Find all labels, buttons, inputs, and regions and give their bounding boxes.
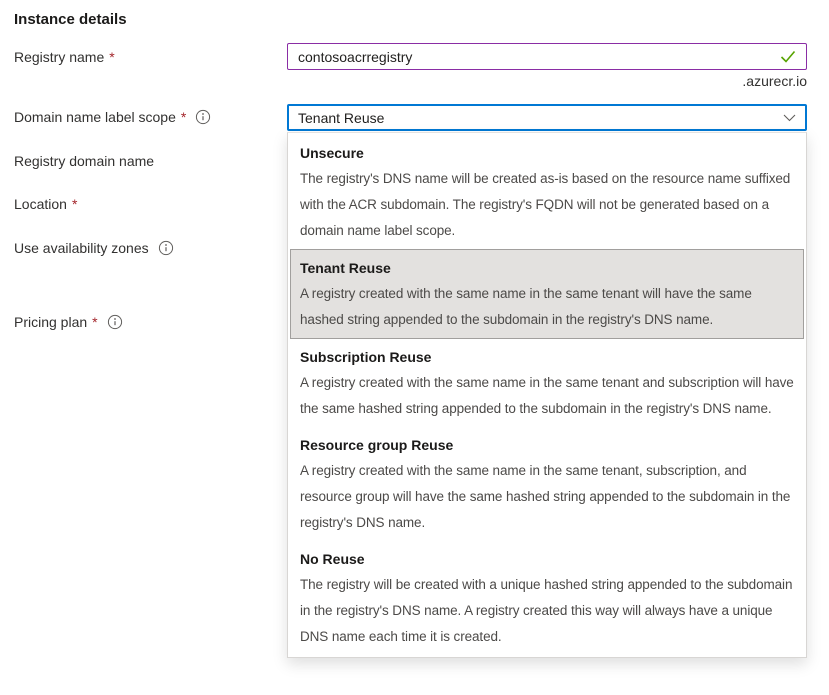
domain-scope-label: [14, 107, 211, 127]
pricing-plan-label: [14, 312, 123, 332]
valid-checkmark-icon: [780, 49, 796, 64]
info-icon[interactable]: [195, 109, 211, 125]
dropdown-option-no-reuse[interactable]: [288, 541, 806, 655]
dropdown-option-description: A registry created with the same name in the same tenant will have the same hashed string appended to the subdomain in the registry's DNS name.: [300, 286, 752, 327]
dropdown-option-title: Resource group Reuse: [300, 437, 454, 453]
registry-name-label: [14, 47, 115, 67]
pricing-plan-label-text: Pricing plan: [14, 314, 88, 330]
domain-scope-label-text: Domain name label scope: [14, 109, 176, 125]
availability-zones-label-text: Use availability zones: [14, 240, 149, 256]
location-label: [14, 194, 77, 214]
dropdown-option-title: Tenant Reuse: [300, 260, 391, 276]
availability-zones-label: [14, 238, 174, 258]
dropdown-option-subscription-reuse[interactable]: [288, 339, 806, 427]
registry-name-label-text: Registry name: [14, 49, 105, 65]
dropdown-option-description: A registry created with the same name in the same tenant, subscription, and resource group will have the same hashed string appended to the subdomain in the registry's DNS name.: [300, 463, 791, 530]
info-icon[interactable]: [107, 314, 123, 330]
dropdown-option-description: A registry created with the same name in the same tenant and subscription will have the same hashed string appended to the subdomain in the registry's DNS name.: [300, 375, 794, 416]
registry-domain-suffix: .azurecr.io: [742, 73, 807, 89]
dropdown-option-resource-group-reuse[interactable]: [288, 427, 806, 541]
domain-scope-listbox: [287, 132, 807, 658]
combobox-selected-value: Tenant Reuse: [298, 109, 385, 126]
required-asterisk: *: [109, 49, 115, 65]
dropdown-option-title: Subscription Reuse: [300, 349, 432, 365]
dropdown-option-tenant-reuse[interactable]: [290, 249, 804, 339]
registry-name-field: [287, 43, 807, 70]
info-icon[interactable]: [158, 240, 174, 256]
registry-name-input[interactable]: [298, 49, 772, 65]
registry-domain-name-label: [14, 151, 154, 171]
chevron-down-icon: [783, 114, 796, 122]
required-asterisk: *: [180, 109, 187, 125]
dropdown-option-title: No Reuse: [300, 551, 365, 567]
domain-scope-combobox[interactable]: [287, 104, 807, 131]
dropdown-option-title: Unsecure: [300, 145, 364, 161]
registry-domain-name-label-text: Registry domain name: [14, 153, 155, 169]
dropdown-option-unsecure[interactable]: [288, 135, 806, 249]
dropdown-option-description: The registry's DNS name will be created as-is based on the resource name suffixed with the ACR subdomain. The registry's FQDN will not be generated based on a domain name label scope.: [300, 171, 791, 238]
dropdown-option-description: The registry will be created with a unique hashed string appended to the subdomain in the registry's DNS name. A registry created this way will always have a unique DNS name each time it is created.: [300, 577, 793, 644]
required-asterisk: *: [92, 314, 98, 330]
required-asterisk: *: [71, 196, 78, 212]
section-title: Instance details: [14, 11, 127, 28]
location-label-text: Location: [14, 196, 67, 212]
